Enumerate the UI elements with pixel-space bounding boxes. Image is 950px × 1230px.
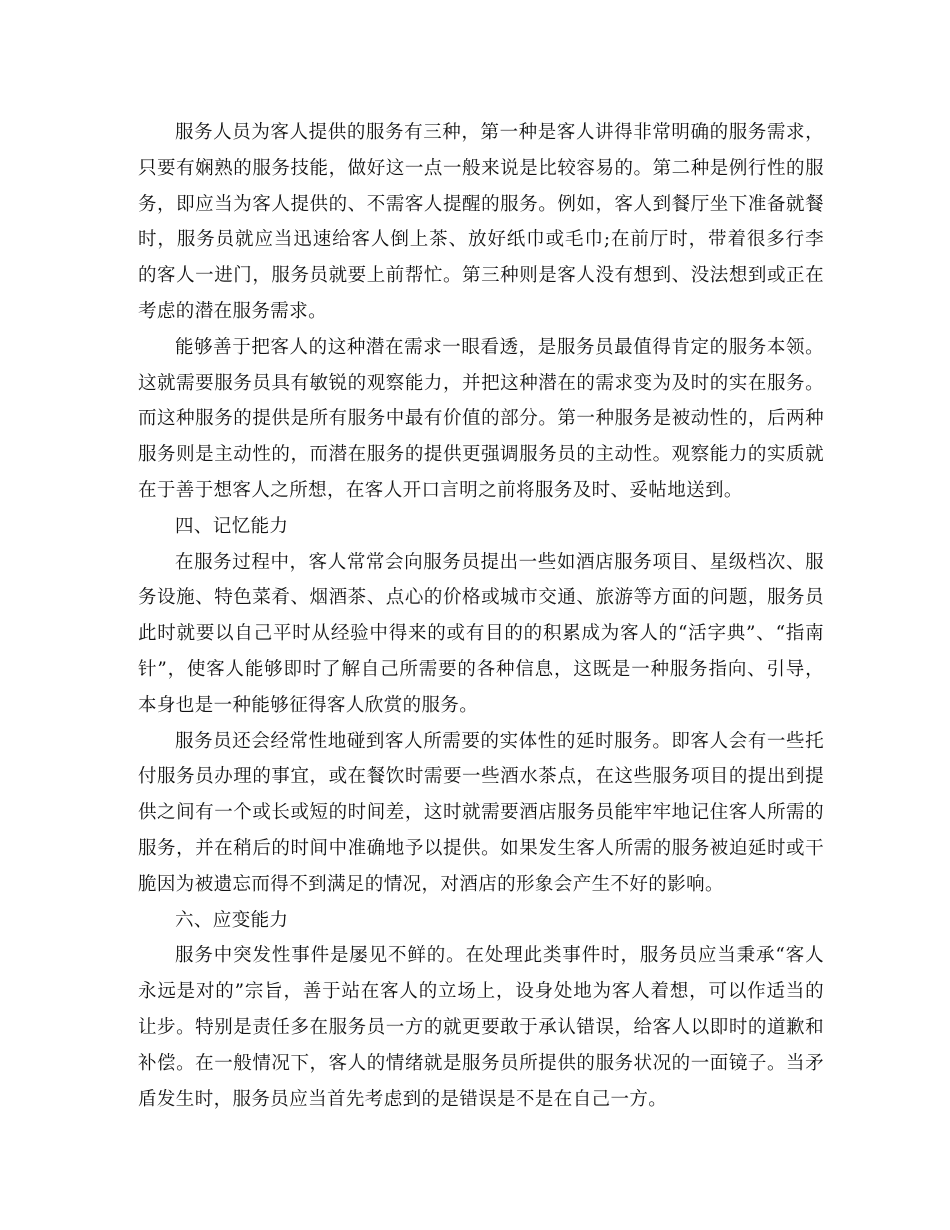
paragraph-adaptability: 服务中突发性事件是屡见不鲜的。在处理此类事件时，服务员应当秉承“客人永远是对的”宗旨，善于站在客人的立场上，设身处地为客人着想，可以作适当的让步。特别是责任多在服务员一方的就更要敢于承认错误，给客人以即时的道歉和补偿。在一般情况下，客人的情绪就是服务员所提供的服务状况的一面镜子。当矛盾发生时，服务员应当首先考虑到的是错误是不是在自己一方。 [138, 945, 824, 1110]
document-body [138, 115, 824, 1117]
paragraph-service-types: 服务人员为客人提供的服务有三种，第一种是客人讲得非常明确的服务需求，只要有娴熟的服务技能，做好这一点一般来说是比较容易的。第二种是例行性的服务，即应当为客人提供的、不需客人提醒的服务。例如，客人到餐厅坐下准备就餐时，服务员就应当迅速给客人倒上茶、放好纸巾或毛巾;在前厅时，带着很多行李的客人一进门，服务员就要上前帮忙。第三种则是客人没有想到、没法想到或正在考虑的潜在服务需求。 [138, 122, 824, 322]
section-heading-memory: 四、记忆能力 [175, 515, 289, 537]
paragraph-delayed-service: 服务员还会经常性地碰到客人所需要的实体性的延时服务。即客人会有一些托付服务员办理的事宜，或在餐饮时需要一些酒水茶点，在这些服务项目的提出到提供之间有一个或长或短的时间差，这时就需要酒店服务员能牢牢地记住客人所需的服务，并在稍后的时间中准确地予以提供。如果发生客人所需的服务被迫延时或干脆因为被遗忘而得不到满足的情况，对酒店的形象会产生不好的影响。 [138, 730, 824, 895]
paragraph-observation-ability: 能够善于把客人的这种潜在需求一眼看透，是服务员最值得肯定的服务本领。这就需要服务员具有敏锐的观察能力，并把这种潜在的需求变为及时的实在服务。而这种服务的提供是所有服务中最有价值的部分。第一种服务是被动性的，后两种服务则是主动性的，而潜在服务的提供更强调服务员的主动性。观察能力的实质就在于善于想客人之所想，在客人开口言明之前将服务及时、妥帖地送到。 [138, 336, 824, 501]
paragraph-memory-info: 在服务过程中，客人常常会向服务员提出一些如酒店服务项目、星级档次、服务设施、特色菜肴、烟酒茶、点心的价格或城市交通、旅游等方面的问题，服务员此时就要以自己平时从经验中得来的或有目的的积累成为客人的“活字典”、“指南针”，使客人能够即时了解自己所需要的各种信息，这既是一种服务指向、引导，本身也是一种能够征得客人欣赏的服务。 [138, 551, 824, 716]
section-heading-adaptability: 六、应变能力 [175, 909, 289, 931]
